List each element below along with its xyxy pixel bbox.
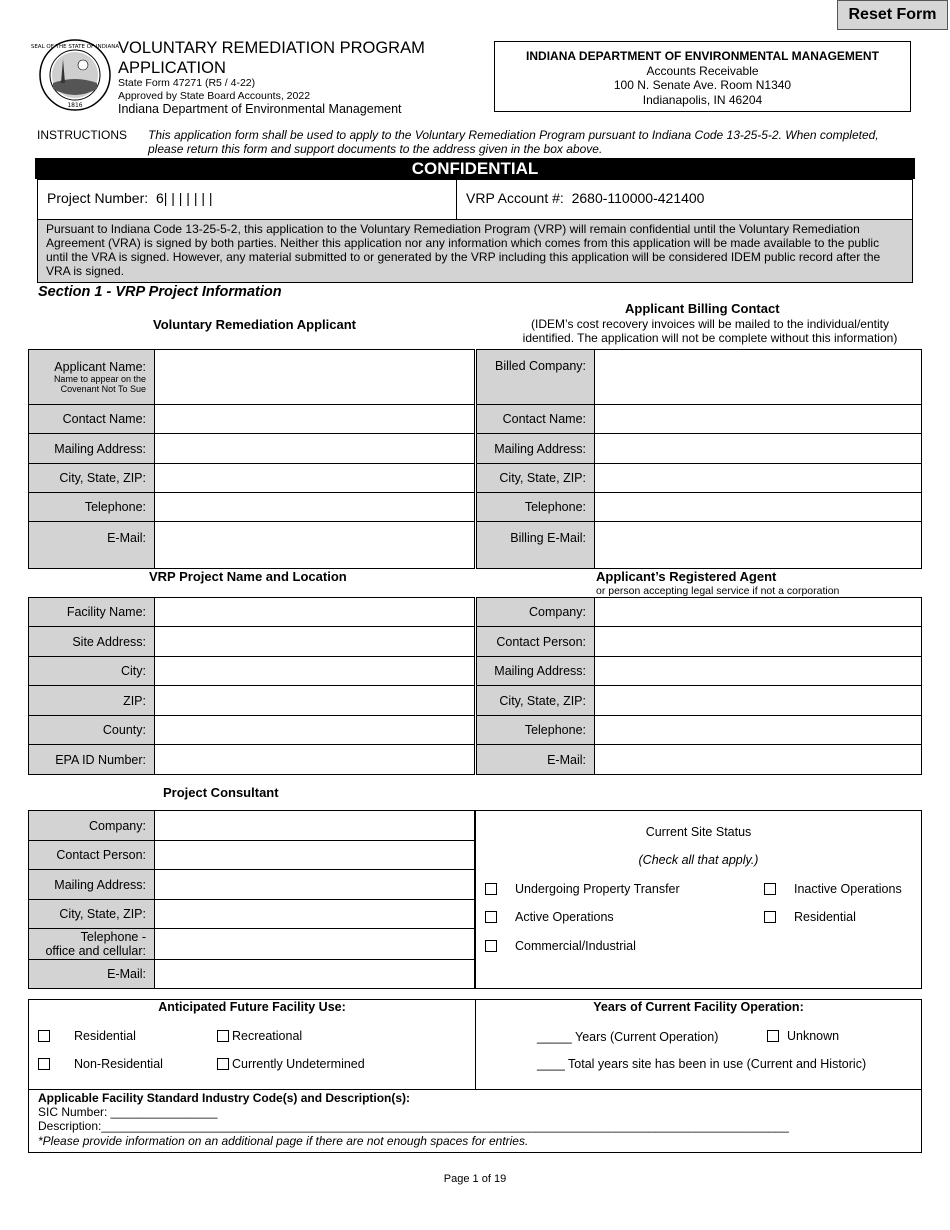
consultant-mailing-label: Mailing Address: xyxy=(29,870,155,900)
status-residential[interactable]: Residential xyxy=(764,910,856,924)
consultant-email-input[interactable] xyxy=(155,960,475,989)
epa-id-label: EPA ID Number: xyxy=(29,745,155,775)
agent-city-label: City, State, ZIP: xyxy=(477,686,595,716)
agent-mailing-label: Mailing Address: xyxy=(477,657,595,686)
status-inactive-operations[interactable]: Inactive Operations xyxy=(764,882,902,896)
years-title: Years of Current Facility Operation: xyxy=(593,1000,804,1014)
billing-email-label: Billing E-Mail: xyxy=(477,522,595,569)
consultant-city-label: City, State, ZIP: xyxy=(29,900,155,929)
consultant-mailing-input[interactable] xyxy=(155,870,475,900)
project-number-field[interactable]: 6| | | | | | | xyxy=(155,190,213,206)
agent-phone-input[interactable] xyxy=(595,716,922,745)
billing-contact-label: Contact Name: xyxy=(477,405,595,434)
future-residential[interactable]: Residential xyxy=(38,1029,136,1043)
site-county-label: County: xyxy=(29,716,155,745)
agent-contact-input[interactable] xyxy=(595,627,922,657)
site-address-label: Site Address: xyxy=(29,627,155,657)
consultant-city-input[interactable] xyxy=(155,900,475,929)
agent-email-input[interactable] xyxy=(595,745,922,775)
consultant-email-label: E-Mail: xyxy=(29,960,155,989)
agent-heading: Applicant’s Registered Agent xyxy=(596,569,777,584)
site-status-note: (Check all that apply.) xyxy=(638,853,759,867)
site-zip-label: ZIP: xyxy=(29,686,155,716)
billing-phone-label: Telephone: xyxy=(477,493,595,522)
reset-form-button[interactable]: Reset Form xyxy=(837,0,948,30)
sic-note: *Please provide information on an additional page if there are not enough spaces for entries. xyxy=(38,1133,529,1148)
agent-note: or person accepting legal service if not a corporation xyxy=(596,585,840,597)
agent-phone-label: Telephone: xyxy=(477,716,595,745)
confidential-banner: CONFIDENTIAL xyxy=(35,158,915,179)
consultant-company-input[interactable] xyxy=(155,811,475,841)
mailing-address-box: INDIANA DEPARTMENT OF ENVIRONMENTAL MANAGEMENT Accounts Receivable 100 N. Senate Ave. Room N1340 Indianapolis, IN 46204 xyxy=(494,41,911,112)
consultant-contact-label: Contact Person: xyxy=(29,841,155,870)
applicant-city-label: City, State, ZIP: xyxy=(29,464,155,493)
confidentiality-notice: Pursuant to Indiana Code 13-25-5-2, this application to the Voluntary Remediation Program (VRP) will remain confidential until the Voluntary Remediation Agreement (VRA) is signed by both parties. Neither this application nor any information which comes from this application will be made available to the public until the VRA is signed. However, any material submitted to or generated by the VRP including this application will be considered IDEM public record after the VRA is signed. xyxy=(37,219,913,283)
future-use-title: Anticipated Future Facility Use: xyxy=(158,1000,346,1014)
svg-text:SEAL OF THE STATE OF INDIANA: SEAL OF THE STATE OF INDIANA xyxy=(30,44,120,50)
applicant-heading: Voluntary Remediation Applicant xyxy=(153,317,356,332)
form-title: VOLUNTARY REMEDIATION PROGRAM APPLICATION xyxy=(118,39,425,77)
checkbox[interactable] xyxy=(38,1030,50,1042)
department-name: Indiana Department of Environmental Management xyxy=(118,102,402,116)
instructions: INSTRUCTIONS This application form shall be used to apply to the Voluntary Remediation Program pursuant to Indiana Code 13-25-5-2. When completed, please return this form and support documents to the address given in the box above. xyxy=(37,128,879,156)
sic-number-field[interactable]: SIC Number: ________________ xyxy=(38,1105,218,1120)
applicant-phone-label: Telephone: xyxy=(29,493,155,522)
site-county-input[interactable] xyxy=(155,716,475,745)
epa-id-input[interactable] xyxy=(155,745,475,775)
billing-mailing-label: Mailing Address: xyxy=(477,434,595,464)
sic-title: Applicable Facility Standard Industry Code(s) and Description(s): xyxy=(38,1091,411,1105)
checkbox[interactable] xyxy=(485,940,497,952)
status-property-transfer[interactable]: Undergoing Property Transfer xyxy=(485,882,680,896)
applicant-name-label: Applicant Name: Name to appear on the Covenant Not To Sue xyxy=(29,350,155,405)
status-active-operations[interactable]: Active Operations xyxy=(485,910,614,924)
svg-text:1816: 1816 xyxy=(67,102,83,109)
sic-description-field[interactable]: Description:_______________________________________________________________________________________________________ xyxy=(38,1119,789,1134)
section-title: Section 1 - VRP Project Information xyxy=(38,284,282,300)
applicant-mailing-input[interactable] xyxy=(155,434,475,464)
billing-heading: Applicant Billing Contact xyxy=(625,301,780,316)
billing-city-input[interactable] xyxy=(595,464,922,493)
applicant-name-input[interactable] xyxy=(155,350,475,405)
future-recreational[interactable]: Recreational xyxy=(217,1029,302,1043)
site-zip-input[interactable] xyxy=(155,686,475,716)
applicant-contact-label: Contact Name: xyxy=(29,405,155,434)
agent-company-input[interactable] xyxy=(595,598,922,627)
checkbox[interactable] xyxy=(767,1030,779,1042)
location-heading: VRP Project Name and Location xyxy=(149,569,347,584)
billed-company-label: Billed Company: xyxy=(477,350,595,405)
applicant-email-label: E-Mail: xyxy=(29,522,155,569)
years-current-field[interactable]: _____ Years (Current Operation) xyxy=(537,1030,719,1044)
facility-name-input[interactable] xyxy=(155,598,475,627)
checkbox[interactable] xyxy=(38,1058,50,1070)
consultant-heading: Project Consultant xyxy=(163,785,279,800)
facility-name-label: Facility Name: xyxy=(29,598,155,627)
applicant-contact-input[interactable] xyxy=(155,405,475,434)
billing-city-label: City, State, ZIP: xyxy=(477,464,595,493)
checkbox[interactable] xyxy=(217,1030,229,1042)
checkbox[interactable] xyxy=(764,911,776,923)
checkbox[interactable] xyxy=(764,883,776,895)
future-non-residential[interactable]: Non-Residential xyxy=(38,1057,163,1071)
sic-section xyxy=(38,1091,908,1148)
applicant-mailing-label: Mailing Address: xyxy=(29,434,155,464)
future-undetermined[interactable]: Currently Undetermined xyxy=(217,1057,365,1071)
applicant-city-input[interactable] xyxy=(155,464,475,493)
billing-note: (IDEM’s cost recovery invoices will be mailed to the individual/entity identified. The application will not be complete without this information) xyxy=(522,317,898,345)
applicant-phone-input[interactable] xyxy=(155,493,475,522)
form-metadata: State Form 47271 (R5 / 4-22) Approved by State Board Accounts, 2022 xyxy=(118,77,311,102)
site-city-input[interactable] xyxy=(155,657,475,686)
years-unknown[interactable]: Unknown xyxy=(767,1029,839,1043)
checkbox[interactable] xyxy=(217,1058,229,1070)
consultant-phone-label: Telephone - office and cellular: xyxy=(29,929,155,960)
consultant-phone-input[interactable] xyxy=(155,929,475,960)
agent-company-label: Company: xyxy=(477,598,595,627)
agent-contact-label: Contact Person: xyxy=(477,627,595,657)
site-city-label: City: xyxy=(29,657,155,686)
agent-email-label: E-Mail: xyxy=(477,745,595,775)
years-total-field[interactable]: ____ Total years site has been in use (Current and Historic) xyxy=(537,1057,867,1071)
agent-city-input[interactable] xyxy=(595,686,922,716)
checkbox[interactable] xyxy=(485,911,497,923)
checkbox[interactable] xyxy=(485,883,497,895)
state-seal-icon xyxy=(30,39,120,111)
consultant-company-label: Company: xyxy=(29,811,155,841)
billing-contact-input[interactable] xyxy=(595,405,922,434)
applicant-email-input[interactable] xyxy=(155,522,475,569)
vrp-account-number: 2680-110000-421400 xyxy=(571,190,705,206)
billing-email-input[interactable] xyxy=(595,522,922,569)
page-number: Page 1 of 19 xyxy=(443,1173,507,1185)
site-address-input[interactable] xyxy=(155,627,475,657)
site-status-title: Current Site Status xyxy=(645,825,752,839)
consultant-contact-input[interactable] xyxy=(155,841,475,870)
project-row: Project Number: 6| | | | | | | VRP Account #: 2680-110000-421400 xyxy=(37,179,913,220)
billed-company-input[interactable] xyxy=(595,350,922,405)
billing-phone-input[interactable] xyxy=(595,493,922,522)
billing-mailing-input[interactable] xyxy=(595,434,922,464)
status-commercial-industrial[interactable]: Commercial/Industrial xyxy=(485,939,636,953)
agent-mailing-input[interactable] xyxy=(595,657,922,686)
